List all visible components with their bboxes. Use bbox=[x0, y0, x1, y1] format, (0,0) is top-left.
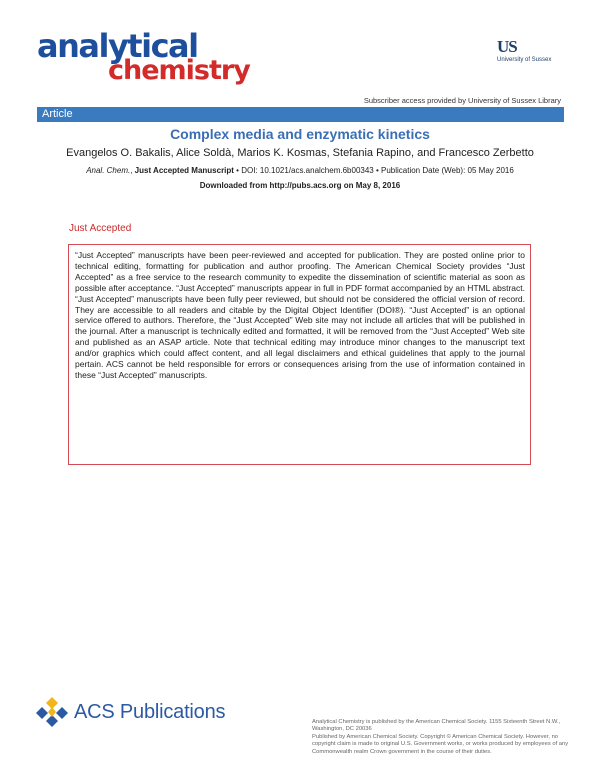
journal-logo-chemistry: chemistry bbox=[108, 55, 250, 86]
article-title: Complex media and enzymatic kinetics bbox=[170, 126, 430, 142]
article-section-bar: Article bbox=[37, 107, 564, 122]
downloaded-note: Downloaded from http://pubs.acs.org on May 8, 2016 bbox=[199, 181, 401, 190]
acs-publications-name: ACS Publications bbox=[74, 700, 226, 723]
just-accepted-notice: “Just Accepted” manuscripts have been peer-reviewed and accepted for publication. They are posted online prior to technical editing, formatting for publication and author proofing. The American Chemical Society provides “Just Accepted” as a free service to the research community to expedite the dissemination of scientific material as soon as possible after acceptance. “Just Accepted” manuscripts appear in full in PDF format accompanied by an HTML abstract. “Just Accepted” manuscripts have been fully peer reviewed, but should not be considered the official version of record. They are accessible to all readers and citable by the Digital Object Identifier (DOI®). “Just Accepted” is an optional service offered to authors. Therefore, the “Just Accepted” Web site may not include all articles that will be published in the journal. After a manuscript is technically edited and formatted, it will be removed from the “Just Accepted” Web site and published as an ASAP article. Note that technical editing may introduce minor changes to the manuscript text and/or graphics which could affect content, and all legal disclaimers and ethical guidelines that apply to the journal pertain. ACS cannot be held responsible for errors or consequences arising from the use of information contained in these “Just Accepted” manuscripts. bbox=[68, 244, 531, 465]
just-accepted-heading: Just Accepted bbox=[69, 223, 132, 234]
journal-logo-analytical: analytical bbox=[37, 27, 198, 65]
access-note: Subscriber access provided by University of Sussex Library bbox=[363, 96, 561, 105]
citation-doi-date[interactable]: • DOI: 10.1021/acs.analchem.6b00343 • Publication Date (Web): 05 May 2016 bbox=[233, 166, 514, 175]
footer-line-2: Published by American Chemical Society. Copyright © American Chemical Society. However, no copyright claim is made to original U.S. Government works, or works produced by employees of any Commonwealth realm Crown government in the course of their duties. bbox=[312, 733, 569, 755]
citation-line bbox=[0, 166, 600, 175]
citation-journal: Anal. Chem. bbox=[86, 166, 131, 175]
citation-separator: , bbox=[130, 166, 135, 175]
acs-hexagon-logo-icon bbox=[34, 695, 70, 729]
acs-publications-logo[interactable] bbox=[34, 695, 225, 729]
university-logo-mark: US bbox=[497, 37, 517, 56]
footer-publisher-note bbox=[312, 719, 574, 756]
footer-line-1: Analytical Chemistry is published by the American Chemical Society. 1155 Sixteenth Street N.W., Washington, DC 20036 bbox=[312, 719, 561, 733]
citation-status: Just Accepted Manuscript bbox=[134, 166, 234, 175]
university-logo-name: University of Sussex bbox=[497, 57, 552, 63]
university-logo bbox=[497, 38, 551, 63]
article-authors: Evangelos O. Bakalis, Alice Soldà, Marios K. Kosmas, Stefania Rapino, and Francesco Zerbetto bbox=[66, 147, 534, 159]
